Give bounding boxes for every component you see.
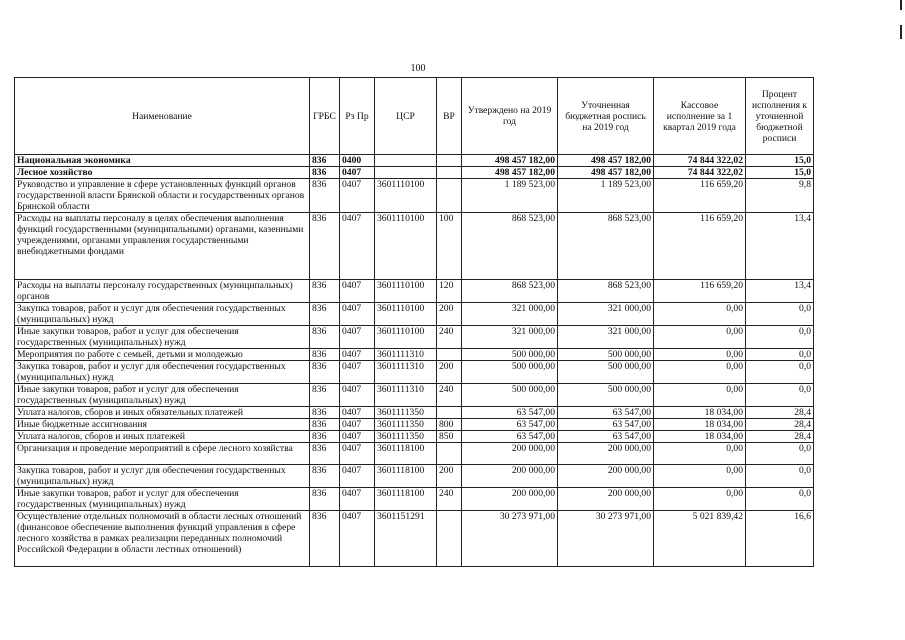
cell-grbs: 836 [310,361,340,384]
cell-cash: 0,00 [654,349,746,361]
header-refined: Уточненная бюджетная роспись на 2019 год [558,78,654,155]
cell-cash: 74 844 322,02 [654,155,746,167]
cell-name: Организация и проведение мероприятий в сфере лесного хозяйства [15,443,310,465]
cell-grbs: 836 [310,349,340,361]
cell-grbs: 836 [310,326,340,349]
table-row [15,419,814,431]
cell-refined: 500 000,00 [558,361,654,384]
cell-csr: 3601118100 [375,443,437,465]
cell-approved: 321 000,00 [462,326,558,349]
table-row [15,303,814,326]
cell-cash: 116 659,20 [654,179,746,213]
cell-vr [437,179,462,213]
cell-name: Иные бюджетные ассигнования [15,419,310,431]
cell-rzpr: 0407 [340,349,375,361]
cell-vr [437,167,462,179]
cell-grbs: 836 [310,431,340,443]
table-row [15,431,814,443]
cell-refined: 321 000,00 [558,326,654,349]
cell-approved: 1 189 523,00 [462,179,558,213]
header-approved: Утверждено на 2019 год [462,78,558,155]
cell-csr: 3601110100 [375,179,437,213]
cell-vr: 200 [437,303,462,326]
cell-vr [437,349,462,361]
cell-refined: 498 457 182,00 [558,155,654,167]
cell-csr: 3601111310 [375,361,437,384]
header-name: Наименование [15,78,310,155]
cell-name: Уплата налогов, сборов и иных платежей [15,431,310,443]
cell-approved: 868 523,00 [462,280,558,303]
cell-grbs: 836 [310,155,340,167]
cell-rzpr: 0407 [340,167,375,179]
cell-csr: 3601118100 [375,465,437,488]
cell-grbs: 836 [310,280,340,303]
cell-csr [375,155,437,167]
cell-vr: 240 [437,488,462,511]
cell-percent: 0,0 [746,326,814,349]
cell-rzpr: 0400 [340,155,375,167]
cell-name: Иные закупки товаров, работ и услуг для обеспечения государственных (муниципальных) нужд [15,326,310,349]
cell-percent: 13,4 [746,213,814,280]
header-vr: ВР [437,78,462,155]
cell-rzpr: 0407 [340,280,375,303]
cell-rzpr: 0407 [340,384,375,407]
cell-percent: 0,0 [746,443,814,465]
cell-cash: 5 021 839,42 [654,511,746,567]
cell-grbs: 836 [310,179,340,213]
cell-vr [437,407,462,419]
cell-name: Лесное хозяйство [15,167,310,179]
cell-csr: 3601111350 [375,419,437,431]
cell-refined: 30 273 971,00 [558,511,654,567]
cell-cash: 18 034,00 [654,419,746,431]
cell-grbs: 836 [310,419,340,431]
cell-csr: 3601111310 [375,384,437,407]
table-row [15,167,814,179]
cell-percent: 0,0 [746,303,814,326]
cell-rzpr: 0407 [340,179,375,213]
table-row [15,213,814,280]
cell-cash: 74 844 322,02 [654,167,746,179]
cell-rzpr: 0407 [340,326,375,349]
table-row [15,384,814,407]
cell-csr: 3601110100 [375,303,437,326]
cell-rzpr: 0407 [340,431,375,443]
cell-name: Иные закупки товаров, работ и услуг для обеспечения государственных (муниципальных) нужд [15,488,310,511]
table-row [15,280,814,303]
cell-percent: 13,4 [746,280,814,303]
cell-grbs: 836 [310,465,340,488]
cell-rzpr: 0407 [340,488,375,511]
cell-percent: 9,8 [746,179,814,213]
cell-vr: 800 [437,419,462,431]
cell-refined: 63 547,00 [558,419,654,431]
cell-name: Осуществление отдельных полномочий в области лесных отношений (финансовое обеспечение выполнения функций управления в сфере лесного хозяйства в рамках реализации переданных полномочий Российской Федерации в области лестных отношений) [15,511,310,567]
cell-refined: 500 000,00 [558,349,654,361]
cell-refined: 321 000,00 [558,303,654,326]
header-grbs: ГРБС [310,78,340,155]
cell-csr: 3601151291 [375,511,437,567]
budget-table [14,77,814,567]
cell-vr: 240 [437,326,462,349]
table-row [15,407,814,419]
cell-cash: 0,00 [654,361,746,384]
table-row [15,326,814,349]
cell-refined: 1 189 523,00 [558,179,654,213]
cell-cash: 0,00 [654,488,746,511]
cell-csr [375,167,437,179]
cell-percent: 0,0 [746,384,814,407]
cell-rzpr: 0407 [340,443,375,465]
header-csr: ЦСР [375,78,437,155]
cell-grbs: 836 [310,384,340,407]
cell-vr: 200 [437,465,462,488]
cell-refined: 868 523,00 [558,213,654,280]
cell-cash: 0,00 [654,443,746,465]
cell-vr [437,443,462,465]
table-row [15,361,814,384]
cell-percent: 28,4 [746,431,814,443]
cell-vr [437,155,462,167]
cell-rzpr: 0407 [340,407,375,419]
cell-cash: 0,00 [654,384,746,407]
cell-percent: 0,0 [746,488,814,511]
header-row [15,78,814,155]
cell-approved: 500 000,00 [462,361,558,384]
cell-cash: 0,00 [654,326,746,349]
cell-percent: 0,0 [746,465,814,488]
cell-csr: 3601111350 [375,431,437,443]
cell-approved: 500 000,00 [462,349,558,361]
cell-vr: 100 [437,213,462,280]
table-row [15,155,814,167]
cell-refined: 63 547,00 [558,407,654,419]
header-percent: Процент исполнения к уточненной бюджетной росписи [746,78,814,155]
table-row [15,465,814,488]
cell-name: Руководство и управление в сфере установленных функций органов государственной власти Брянской области и государственных органов Брянской области [15,179,310,213]
cell-percent: 28,4 [746,407,814,419]
table-row [15,179,814,213]
cell-refined: 63 547,00 [558,431,654,443]
cell-percent: 0,0 [746,361,814,384]
scan-edge-mark [900,25,902,39]
cell-grbs: 836 [310,511,340,567]
table-row [15,511,814,567]
cell-name: Закупка товаров, работ и услуг для обеспечения государственных (муниципальных) нужд [15,303,310,326]
header-cash: Кассовое исполнение за 1 квартал 2019 года [654,78,746,155]
cell-cash: 18 034,00 [654,431,746,443]
cell-approved: 63 547,00 [462,419,558,431]
cell-vr [437,511,462,567]
cell-csr: 3601118100 [375,488,437,511]
cell-cash: 116 659,20 [654,213,746,280]
header-rzpr: Рз Пр [340,78,375,155]
cell-approved: 200 000,00 [462,488,558,511]
cell-approved: 63 547,00 [462,407,558,419]
cell-refined: 200 000,00 [558,465,654,488]
cell-refined: 498 457 182,00 [558,167,654,179]
cell-csr: 3601110100 [375,213,437,280]
cell-cash: 0,00 [654,303,746,326]
cell-name: Закупка товаров, работ и услуг для обеспечения государственных (муниципальных) нужд [15,361,310,384]
cell-grbs: 836 [310,213,340,280]
cell-approved: 868 523,00 [462,213,558,280]
page-number: 100 [410,63,426,74]
cell-name: Расходы на выплаты персоналу государственных (муниципальных) органов [15,280,310,303]
cell-csr: 3601111350 [375,407,437,419]
cell-csr: 3601111310 [375,349,437,361]
table-row [15,349,814,361]
cell-cash: 116 659,20 [654,280,746,303]
cell-refined: 868 523,00 [558,280,654,303]
cell-percent: 0,0 [746,349,814,361]
cell-csr: 3601110100 [375,280,437,303]
cell-cash: 0,00 [654,465,746,488]
cell-name: Закупка товаров, работ и услуг для обеспечения государственных (муниципальных) нужд [15,465,310,488]
cell-cash: 18 034,00 [654,407,746,419]
cell-percent: 28,4 [746,419,814,431]
cell-approved: 200 000,00 [462,443,558,465]
cell-refined: 200 000,00 [558,488,654,511]
cell-grbs: 836 [310,303,340,326]
cell-approved: 498 457 182,00 [462,167,558,179]
table-row [15,443,814,465]
cell-approved: 498 457 182,00 [462,155,558,167]
cell-name: Уплата налогов, сборов и иных обязательных платежей [15,407,310,419]
cell-name: Иные закупки товаров, работ и услуг для обеспечения государственных (муниципальных) нужд [15,384,310,407]
cell-vr: 200 [437,361,462,384]
cell-vr: 850 [437,431,462,443]
scan-edge-mark [900,0,902,10]
cell-grbs: 836 [310,407,340,419]
cell-refined: 200 000,00 [558,443,654,465]
cell-approved: 30 273 971,00 [462,511,558,567]
cell-rzpr: 0407 [340,361,375,384]
cell-percent: 15,0 [746,167,814,179]
cell-grbs: 836 [310,488,340,511]
cell-rzpr: 0407 [340,213,375,280]
cell-percent: 16,6 [746,511,814,567]
cell-name: Мероприятия по работе с семьей, детьми и молодежью [15,349,310,361]
cell-approved: 63 547,00 [462,431,558,443]
cell-vr: 120 [437,280,462,303]
cell-rzpr: 0407 [340,303,375,326]
cell-csr: 3601110100 [375,326,437,349]
cell-approved: 500 000,00 [462,384,558,407]
cell-vr: 240 [437,384,462,407]
cell-name: Расходы на выплаты персоналу в целях обеспечения выполнения функций государственными (муниципальными) органами, казенными учреждениями, органами управления государственными внебюджетными фондами [15,213,310,280]
cell-rzpr: 0407 [340,511,375,567]
cell-grbs: 836 [310,167,340,179]
cell-rzpr: 0407 [340,419,375,431]
cell-approved: 321 000,00 [462,303,558,326]
table-row [15,488,814,511]
cell-approved: 200 000,00 [462,465,558,488]
cell-grbs: 836 [310,443,340,465]
cell-refined: 500 000,00 [558,384,654,407]
cell-rzpr: 0407 [340,465,375,488]
cell-name: Национальная экономика [15,155,310,167]
cell-percent: 15,0 [746,155,814,167]
